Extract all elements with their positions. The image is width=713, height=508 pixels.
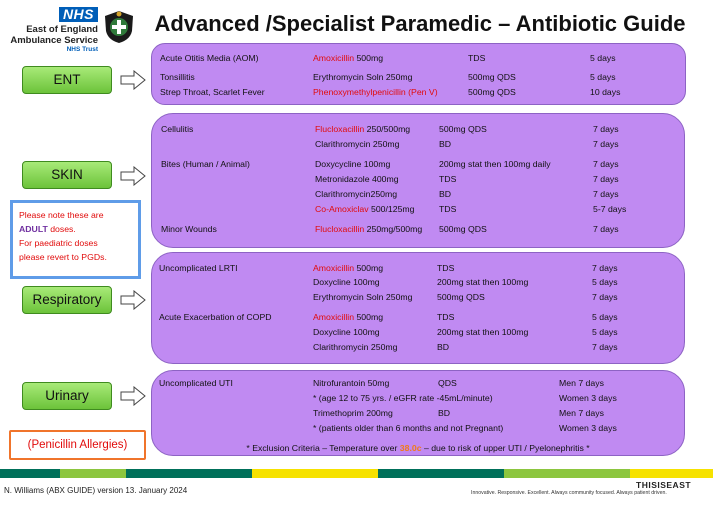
exclusion-criteria: * Exclusion Criteria – Temperature over 38.0c – due to risk of upper UTI / Pyelonephritis * (246, 443, 590, 453)
drug-note: * (patients older than 6 months and not Pregnant) (313, 423, 504, 433)
table-row (152, 86, 685, 98)
arrow-right-icon (120, 386, 146, 406)
condition: Tonsillitis (160, 72, 195, 82)
dose: 200mg stat then 100mg (437, 327, 529, 337)
stripe-segment (126, 469, 252, 478)
table-row (152, 52, 685, 64)
table-row (152, 223, 684, 235)
table-row (152, 326, 684, 338)
note-line: ADULT doses. (19, 224, 76, 234)
adult-dose-note (10, 200, 141, 279)
duration: Men 7 days (559, 378, 604, 388)
nhs-logo: NHS (59, 7, 98, 22)
table-row (152, 341, 684, 353)
table-row (152, 173, 684, 185)
arrow-right-icon (120, 166, 146, 186)
duration: 5-7 days (593, 204, 627, 214)
drug: Flucloxacillin 250mg/500mg (315, 224, 423, 234)
duration: 7 days (593, 124, 619, 134)
condition: Uncomplicated LRTI (159, 263, 238, 273)
dose: 500mg QDS (437, 292, 485, 302)
category-urinary-button[interactable]: Urinary (22, 382, 112, 410)
condition: Cellulitis (161, 124, 194, 134)
table-row (152, 291, 684, 303)
table-row (152, 377, 684, 389)
dose: TDS (437, 312, 455, 322)
category-skin-button[interactable]: SKIN (22, 161, 112, 189)
footer-version: N. Williams (ABX GUIDE) version 13. January 2024 (4, 486, 188, 495)
stripe-segment (0, 469, 60, 478)
duration: 5 days (592, 277, 618, 287)
category-ent-button[interactable]: ENT (22, 66, 112, 94)
duration: 7 days (593, 189, 619, 199)
duration: 7 days (593, 139, 619, 149)
duration: 7 days (592, 292, 618, 302)
dose: 500mg QDS (468, 72, 516, 82)
drug: Co-Amoxiclav 500/125mg (315, 204, 415, 214)
table-row (152, 123, 684, 135)
note-line: please revert to PGDs. (19, 252, 107, 262)
duration: 7 days (592, 342, 618, 352)
urinary-panel (151, 370, 685, 456)
drug: Clarithromycin 250mg (313, 342, 398, 352)
drug: Doxycline 100mg (313, 327, 380, 337)
dose: BD (437, 342, 450, 352)
respiratory-panel (151, 252, 685, 364)
trust-name-line2: Ambulance Service (10, 35, 98, 46)
skin-panel (151, 113, 685, 248)
arrow-right-icon (120, 290, 146, 310)
table-row (152, 262, 684, 274)
dose: 500mg QDS (468, 87, 516, 97)
footer-tagline: Innovative. Responsive. Excellent. Always community focused. Always patient driven. (471, 490, 667, 496)
footer-brand: THISISEAST (636, 480, 692, 490)
table-row (152, 311, 684, 323)
drug: Amoxicillin 500mg (313, 263, 384, 273)
drug: Trimethoprim 200mg (313, 408, 393, 418)
table-row (152, 71, 685, 83)
penicillin-allergies-button[interactable]: (Penicillin Allergies) (9, 430, 146, 460)
duration: 5 days (592, 327, 618, 337)
dose: BD (438, 408, 451, 418)
table-row (152, 188, 684, 200)
condition: Minor Wounds (161, 224, 217, 234)
duration: 5 days (590, 72, 616, 82)
drug: Amoxicillin 500mg (313, 312, 384, 322)
stripe-segment (630, 469, 713, 478)
dose: TDS (439, 174, 457, 184)
ent-panel (151, 43, 686, 105)
ambulance-crest-icon (102, 9, 136, 45)
drug: Doxycline 100mg (313, 277, 380, 287)
note-line: For paediatric doses (19, 238, 98, 248)
duration: 7 days (593, 159, 619, 169)
dose: TDS (437, 263, 455, 273)
drug: Phenoxymethylpenicillin (Pen V) (313, 87, 438, 97)
drug: Clarithromycin 250mg (315, 139, 400, 149)
table-row (152, 407, 684, 419)
drug: Clarithromycin250mg (315, 189, 398, 199)
footer-stripe (0, 469, 713, 478)
stripe-segment (378, 469, 504, 478)
dose: TDS (468, 53, 486, 63)
condition: Bites (Human / Animal) (161, 159, 250, 169)
condition: Strep Throat, Scarlet Fever (160, 87, 265, 97)
drug: Flucloxacillin 250/500mg (315, 124, 411, 134)
condition: Acute Exacerbation of COPD (159, 312, 272, 322)
dose: 500mg QDS (439, 224, 487, 234)
trust-name-line1: East of England (26, 24, 98, 35)
drug: Nitrofurantoin 50mg (313, 378, 390, 388)
condition: Acute Otitis Media (AOM) (160, 53, 259, 63)
dose: QDS (438, 378, 457, 388)
table-row (152, 276, 684, 288)
dose: TDS (439, 204, 457, 214)
duration: Women 3 days (559, 423, 617, 433)
table-row (152, 203, 684, 215)
table-row (152, 138, 684, 150)
drug: Metronidazole 400mg (315, 174, 399, 184)
drug: Amoxicillin 500mg (313, 53, 384, 63)
arrow-right-icon (120, 70, 146, 90)
table-row (152, 422, 684, 434)
page-title: Advanced /Specialist Paramedic – Antibiotic Guide (154, 11, 686, 36)
duration: 7 days (593, 174, 619, 184)
duration: 10 days (590, 87, 621, 97)
drug: Doxycycline 100mg (315, 159, 391, 169)
duration: Women 3 days (559, 393, 617, 403)
note-line: Please note these are (19, 210, 104, 220)
condition: Uncomplicated UTI (159, 378, 233, 388)
table-row (152, 158, 684, 170)
trust-logo (6, 6, 98, 54)
drug: Erythromycin Soln 250mg (313, 292, 413, 302)
duration: 7 days (592, 263, 618, 273)
duration: 7 days (593, 224, 619, 234)
stripe-segment (60, 469, 126, 478)
dose: 200mg stat then 100mg (437, 277, 529, 287)
dose: 200mg stat then 100mg daily (439, 159, 551, 169)
stripe-segment (252, 469, 378, 478)
dose: 500mg QDS (439, 124, 487, 134)
duration: 5 days (592, 312, 618, 322)
category-respiratory-button[interactable]: Respiratory (22, 286, 112, 314)
trust-sub: NHS Trust (66, 46, 98, 53)
drug-note: * (age 12 to 75 yrs. / eGFR rate -45mL/minute) (313, 393, 493, 403)
table-row (152, 392, 684, 404)
drug: Erythromycin Soln 250mg (313, 72, 413, 82)
dose: BD (439, 189, 452, 199)
dose: BD (439, 139, 452, 149)
duration: 5 days (590, 53, 616, 63)
stripe-segment (504, 469, 630, 478)
duration: Men 7 days (559, 408, 604, 418)
